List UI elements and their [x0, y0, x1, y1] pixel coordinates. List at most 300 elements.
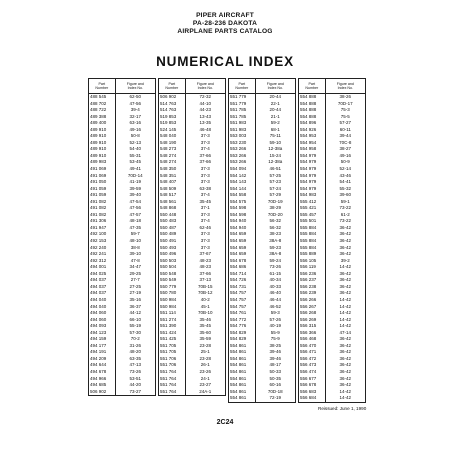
figure-index-cell: 36-42 — [339, 382, 352, 388]
part-number-cell: 554 829 — [230, 336, 247, 342]
figure-index-cell: 44-10 — [199, 100, 212, 106]
part-number-cell: 554 731 — [230, 283, 247, 289]
part-number-cell: 555 457 — [300, 211, 317, 217]
part-number-cell: 556 237 — [300, 277, 317, 283]
figure-index-cell: 39-46 — [269, 349, 282, 355]
figure-index-cell: 37-66 — [199, 159, 212, 165]
part-number-cell: 506 902 — [90, 388, 107, 394]
figure-index-cell: 37-3 — [200, 211, 210, 217]
figure-index-cell: 35-16 — [129, 296, 142, 302]
part-number-cell: 551 706 — [160, 362, 177, 368]
figure-index-cell: 37-3 — [200, 244, 210, 250]
figure-index-cell: 43-46 — [339, 172, 352, 178]
part-number-cell: 554 094 — [230, 166, 247, 172]
figure-index-cell: 46-48 — [199, 126, 212, 132]
figure-index-cell: 47-13 — [129, 362, 142, 368]
part-number-cell: 494 685 — [90, 382, 107, 388]
part-number-cell: 554 598 — [230, 205, 247, 211]
part-number-cell: 554 575 — [230, 198, 247, 204]
figure-index-cell: 56-32 — [269, 218, 282, 224]
part-number-list — [229, 94, 256, 402]
part-number-cell: 554 757 — [230, 303, 247, 309]
part-number-cell: 550 780 — [160, 290, 177, 296]
figure-index-cell: 36-42 — [339, 290, 352, 296]
figure-index-cell: 34-47 — [129, 264, 142, 270]
part-number-cell: 555 884 — [300, 238, 317, 244]
part-number-cell: 556 678 — [300, 382, 317, 388]
figure-index-cell: 52-13 — [129, 139, 142, 145]
part-number-cell: 554 659 — [230, 238, 247, 244]
figure-index-cell: 68-1 — [270, 126, 280, 132]
part-number-cell: 494 966 — [90, 375, 107, 381]
part-number-cell: 494 177 — [90, 342, 107, 348]
part-number-cell: 494 678 — [90, 368, 107, 374]
figure-index-cell: 36-42 — [339, 355, 352, 361]
figure-index-cell: 70C-8 — [339, 139, 352, 145]
figure-index-cell: 39-46 — [269, 355, 282, 361]
figure-index-cell: 40-33 — [269, 283, 282, 289]
column-header — [229, 79, 295, 94]
column-body — [89, 94, 155, 395]
part-number-cell: 489 388 — [90, 113, 107, 119]
figure-index-cell: 57-24 — [269, 185, 282, 191]
part-number-cell: 551 425 — [160, 336, 177, 342]
figure-index-cell: 35-46 — [199, 316, 212, 322]
figure-index-cell: 14-42 — [339, 264, 352, 270]
figure-index-cell: 49-16 — [129, 126, 142, 132]
figure-index-cell: 50-33 — [269, 368, 282, 374]
index-column-2 — [158, 78, 226, 396]
header-label: Part — [98, 81, 106, 86]
figure-index-cell: 37-4 — [200, 192, 210, 198]
part-number-cell: 489 983 — [90, 159, 107, 165]
part-number-cell: 554 142 — [230, 172, 247, 178]
part-number-cell: 554 926 — [300, 126, 317, 132]
part-number-cell: 556 472 — [300, 355, 317, 361]
part-number-cell: 492 100 — [90, 231, 107, 237]
part-number-cell: 551 424 — [160, 329, 177, 335]
figure-index-cell: 49-16 — [339, 152, 352, 158]
part-number-cell: 548 274 — [160, 152, 177, 158]
part-number-cell: 491 050 — [90, 179, 107, 185]
part-number-cell: 550 984 — [160, 296, 177, 302]
figure-index-cell: 37-3 — [200, 166, 210, 172]
figure-index-cell: 48-23 — [199, 264, 212, 270]
part-number-cell: 554 979 — [300, 166, 317, 172]
part-number-cell: 494 037 — [90, 277, 107, 283]
figure-index-cell: 61-2 — [340, 211, 350, 217]
part-number-cell: 550 779 — [160, 283, 177, 289]
figure-index-cell: 73-26 — [269, 264, 282, 270]
figure-index-cell: 44-20 — [129, 382, 142, 388]
figure-index-cell: 23-28 — [199, 342, 212, 348]
header-label: Figure and — [126, 81, 144, 86]
figure-index-cell: 36-42 — [339, 224, 352, 230]
part-number-cell: 554 714 — [230, 270, 247, 276]
figure-index-cell: 47-54 — [129, 198, 142, 204]
part-number-cell: 554 979 — [300, 159, 317, 165]
part-number-cell: 556 677 — [300, 375, 317, 381]
figure-index-cell: 27-7 — [130, 277, 140, 283]
figure-index-cell: 35-45 — [199, 323, 212, 329]
figure-index-cell: 36-42 — [339, 238, 352, 244]
part-number-cell: 556 266 — [300, 296, 317, 302]
figure-index-cell: 47-56 — [129, 100, 142, 106]
figure-index-cell: 59-10 — [269, 139, 282, 145]
figure-index-cell: 60-16 — [269, 382, 282, 388]
part-number-cell: 556 473 — [300, 362, 317, 368]
part-number-cell: 555 501 — [300, 218, 317, 224]
figure-index-cell: 73-26 — [129, 368, 142, 374]
figure-index-cell: 66-10 — [129, 316, 142, 322]
part-number-cell: 554 776 — [230, 323, 247, 329]
header-label: Index No. — [267, 86, 283, 90]
figure-index-cell: 59-7 — [130, 231, 140, 237]
figure-index-cell: 50-8 — [130, 133, 140, 139]
figure-index-cell: 54-41 — [339, 179, 352, 185]
part-number-cell: 554 761 — [230, 310, 247, 316]
figure-index-cell: 39-40 — [129, 192, 142, 198]
figure-index-cell: 15-24 — [269, 152, 282, 158]
part-number-list — [299, 94, 326, 402]
figure-index-cell: 72-32 — [199, 94, 212, 99]
part-number-cell: 494 037 — [90, 290, 107, 296]
header-label: Number — [305, 86, 319, 90]
figure-index-cell: 25-1 — [200, 349, 210, 355]
index-column-4 — [298, 78, 366, 403]
figure-index-cell: 63-38 — [199, 185, 212, 191]
figure-index-cell: 57-23 — [269, 179, 282, 185]
header-label: Index No. — [197, 86, 213, 90]
figure-index-cell: 55-9 — [270, 329, 280, 335]
figure-index-cell: 36-42 — [339, 283, 352, 289]
figure-index-cell: 38-8 — [130, 244, 140, 250]
part-number-cell: 554 861 — [230, 355, 247, 361]
part-number-cell: 551 706 — [160, 355, 177, 361]
figure-index-cell: 37-66 — [199, 152, 212, 158]
part-number-cell: 556 471 — [300, 349, 317, 355]
part-number-cell: 494 060 — [90, 310, 107, 316]
figure-index-cell: 57-29 — [269, 192, 282, 198]
part-number-cell: 556 366 — [300, 329, 317, 335]
figure-index-cell: 38-27 — [339, 146, 352, 152]
figure-index-cell: 40-2 — [200, 296, 210, 302]
header-company: PIPER AIRCRAFT — [196, 12, 254, 19]
header-model: PA-28-236 DAKOTA — [192, 20, 258, 27]
page-title: NUMERICAL INDEX — [156, 54, 294, 69]
column-header — [89, 79, 155, 94]
part-number-cell: 554 861 — [230, 375, 247, 381]
figure-index-cell: 22-1 — [270, 100, 280, 106]
column-body — [229, 94, 295, 402]
figure-index-cell: 36-42 — [339, 362, 352, 368]
figure-index-cell: 13-43 — [199, 113, 212, 119]
part-number-cell: 551 764 — [160, 388, 177, 394]
part-number-cell: 548 274 — [160, 159, 177, 165]
part-number-cell: 488 722 — [90, 107, 107, 113]
part-number-cell: 489 910 — [90, 146, 107, 152]
figure-index-cell: 47-35 — [129, 224, 142, 230]
part-number-cell: 548 273 — [160, 146, 177, 152]
figure-index-cell: 54-40 — [129, 146, 142, 152]
part-number-cell: 554 979 — [300, 172, 317, 178]
figure-index-cell: 14-42 — [339, 316, 352, 322]
part-number-cell: 550 448 — [160, 211, 177, 217]
figure-index-cell: 53-51 — [129, 375, 142, 381]
part-number-cell: 494 093 — [90, 323, 107, 329]
header-label: Figure and — [336, 81, 354, 86]
figure-index-cell: 57-30 — [129, 329, 142, 335]
figure-index-cell: 50-35 — [269, 375, 282, 381]
part-number-cell: 550 493 — [160, 244, 177, 250]
part-number-cell: 555 884 — [300, 231, 317, 237]
figure-index-cell: 36-42 — [339, 270, 352, 276]
part-number-header — [89, 79, 116, 93]
header-label: Number — [165, 86, 179, 90]
figure-index-cell: 36-42 — [339, 368, 352, 374]
figure-index-cell: 29-25 — [129, 270, 142, 276]
page-number: 2C24 — [216, 419, 234, 426]
part-number-cell: 556 119 — [300, 264, 316, 270]
figure-index-cell: 47-14 — [339, 329, 352, 335]
figure-index-cell: 37-67 — [199, 251, 212, 257]
figure-index-list — [326, 94, 365, 402]
figure-index-cell: 39-10 — [129, 251, 142, 257]
header-label: Part — [308, 81, 316, 86]
figure-index-cell: 70D-20 — [267, 211, 283, 217]
figure-index-cell: 56-32 — [269, 224, 282, 230]
figure-index-cell: 47-8 — [130, 257, 140, 263]
part-number-cell: 548 351 — [160, 172, 177, 178]
figure-index-cell: 57-27 — [339, 120, 352, 126]
part-number-cell: 494 191 — [90, 349, 107, 355]
figure-index-cell: 61-15 — [269, 270, 282, 276]
part-number-cell: 554 757 — [230, 290, 247, 296]
header-label: Figure and — [266, 81, 284, 86]
figure-index-cell: 39-2 — [340, 257, 350, 263]
figure-index-cell: 55-19 — [129, 323, 142, 329]
part-number-cell: 554 861 — [230, 342, 247, 348]
part-number-cell: 489 910 — [90, 139, 107, 145]
figure-index-cell: 20-44 — [269, 94, 282, 99]
part-number-cell: 548 561 — [160, 198, 177, 204]
part-number-cell: 556 474 — [300, 368, 317, 374]
figure-index-cell: 20-44 — [269, 107, 282, 113]
part-number-cell: 551 274 — [160, 316, 177, 322]
part-number-cell: 494 040 — [90, 303, 107, 309]
figure-index-cell: 13-35 — [199, 120, 212, 126]
header-label: Part — [238, 81, 246, 86]
part-number-cell: 550 984 — [160, 303, 177, 309]
figure-index-cell: 37-4 — [200, 146, 210, 152]
figure-index-cell: 44-23 — [199, 107, 212, 113]
part-number-cell: 556 236 — [300, 270, 317, 276]
part-number-cell: 489 910 — [90, 133, 107, 139]
part-number-cell: 556 315 — [300, 323, 317, 329]
figure-index-cell: 38A-8 — [269, 238, 282, 244]
figure-index-cell: 12-38a — [268, 159, 283, 165]
figure-index-cell: 21-1 — [270, 113, 280, 119]
figure-index-cell: 37-3 — [200, 231, 210, 237]
part-number-cell: 554 678 — [230, 257, 247, 263]
part-number-cell: 548 350 — [160, 166, 177, 172]
reissue-date: Reissued: June 1, 1990 — [318, 406, 367, 411]
part-number-cell: 556 269 — [300, 316, 317, 322]
part-number-cell: 554 772 — [230, 316, 247, 322]
part-number-cell: 492 153 — [90, 238, 107, 244]
catalog-header — [0, 12, 450, 36]
figure-index-cell: 48-10 — [129, 238, 142, 244]
figure-index-cell: 38-23 — [269, 231, 282, 237]
figure-index-cell: 49-41 — [129, 166, 142, 172]
part-number-cell: 554 144 — [230, 185, 247, 191]
column-header — [159, 79, 225, 94]
part-number-cell: 494 159 — [90, 336, 107, 342]
part-number-cell: 556 239 — [300, 290, 317, 296]
figure-index-cell: 39-44 — [339, 133, 352, 139]
part-number-cell: 554 954 — [300, 139, 317, 145]
figure-index-cell: 26-1 — [200, 362, 210, 368]
part-number-cell: 554 861 — [230, 382, 247, 388]
figure-index-list — [186, 94, 225, 395]
part-number-cell: 556 105 — [300, 257, 317, 263]
part-number-cell: 551 779 — [230, 94, 247, 99]
part-number-cell: 554 979 — [300, 185, 317, 191]
figure-index-cell: 59-23 — [269, 244, 282, 250]
part-number-cell: 556 683 — [300, 388, 317, 394]
part-number-cell: 489 400 — [90, 120, 107, 126]
figure-index-cell: 52-14 — [339, 166, 352, 172]
part-number-cell: 494 644 — [90, 362, 107, 368]
figure-index-cell: 14-42 — [339, 388, 352, 394]
header-label: Number — [95, 86, 109, 90]
part-number-cell: 548 868 — [160, 205, 177, 211]
part-number-cell: 550 504 — [160, 264, 177, 270]
part-number-cell: 494 025 — [90, 270, 107, 276]
column-body — [299, 94, 365, 402]
header-label: Index No. — [337, 86, 353, 90]
part-number-cell: 514 763 — [160, 107, 177, 113]
figure-index-cell: 36-42 — [339, 375, 352, 381]
part-number-cell: 489 910 — [90, 152, 107, 158]
part-number-cell: 554 861 — [230, 388, 247, 394]
part-number-cell: 554 659 — [230, 251, 247, 257]
part-number-cell: 551 983 — [230, 126, 247, 132]
figure-index-cell: 39-59 — [129, 185, 142, 191]
part-number-cell: 556 267 — [300, 303, 317, 309]
figure-index-cell: 70B-10 — [198, 310, 213, 316]
figure-index-cell: 23-27 — [199, 382, 212, 388]
part-number-cell: 554 598 — [230, 211, 247, 217]
part-number-cell: 554 726 — [230, 277, 247, 283]
part-number-cell: 550 489 — [160, 231, 177, 237]
part-number-cell: 555 884 — [300, 224, 317, 230]
part-number-cell: 554 861 — [230, 368, 247, 374]
part-number-cell: 554 659 — [230, 244, 247, 250]
part-number-cell: 551 983 — [230, 120, 247, 126]
figure-index-cell: 23-26 — [199, 368, 212, 374]
figure-index-cell: 37-66 — [199, 270, 212, 276]
part-number-cell: 550 496 — [160, 251, 177, 257]
part-number-cell: 554 940 — [230, 224, 247, 230]
part-number-cell: 554 558 — [230, 192, 247, 198]
figure-index-cell: 36-42 — [339, 251, 352, 257]
header-label: Number — [235, 86, 249, 90]
part-number-cell: 488 545 — [90, 94, 107, 99]
part-number-cell: 551 785 — [230, 107, 247, 113]
part-number-cell: 550 548 — [160, 270, 177, 276]
figure-index-cell: 75-11 — [269, 133, 281, 139]
figure-index-cell: 36-42 — [339, 244, 352, 250]
header-catalog: AIRPLANE PARTS CATALOG — [177, 28, 273, 35]
part-number-cell: 514 763 — [160, 100, 177, 106]
figure-index-cell: 37-3 — [200, 179, 210, 185]
figure-index-cell: 39-60 — [339, 192, 352, 198]
figure-index-cell: 75-9 — [270, 336, 280, 342]
figure-index-cell: 70-2 — [130, 336, 140, 342]
figure-index-cell: 46-44 — [269, 296, 282, 302]
figure-index-cell: 73-22 — [339, 218, 352, 224]
figure-index-cell: 14-42 — [339, 303, 352, 309]
figure-index-cell: 36-42 — [339, 342, 352, 348]
figure-index-cell: 62-46 — [199, 224, 212, 230]
figure-index-cell: 70D-18 — [267, 388, 283, 394]
header-label: Index No. — [127, 86, 143, 90]
figure-index-cell: 27-19 — [129, 290, 142, 296]
figure-index-cell: 37-3 — [200, 139, 210, 145]
index-column-3 — [228, 78, 296, 403]
figure-index-header — [256, 79, 295, 93]
figure-index-cell: 72-19 — [269, 395, 282, 401]
part-number-cell: 548 040 — [160, 133, 177, 139]
figure-index-cell: 63-35 — [129, 355, 142, 361]
figure-index-cell: 46-51 — [269, 166, 282, 172]
figure-index-cell: 12-38a — [268, 146, 283, 152]
figure-index-cell: 70B-12 — [198, 290, 213, 296]
part-number-header — [229, 79, 256, 93]
part-number-cell: 491 306 — [90, 218, 107, 224]
part-number-cell: 554 888 — [300, 100, 317, 106]
part-number-cell: 494 060 — [90, 316, 107, 322]
part-number-cell: 554 888 — [300, 94, 317, 99]
part-number-cell: 491 059 — [90, 192, 107, 198]
figure-index-cell: 36-42 — [339, 277, 352, 283]
figure-index-cell: 60-11 — [339, 126, 351, 132]
part-number-cell: 491 082 — [90, 198, 107, 204]
part-number-cell: 548 517 — [160, 192, 177, 198]
part-number-cell: 492 241 — [90, 251, 107, 257]
part-number-cell: 491 069 — [90, 166, 107, 172]
figure-index-cell: 37-3 — [200, 238, 210, 244]
part-number-cell: 551 779 — [230, 100, 247, 106]
header-label: Part — [168, 81, 176, 86]
part-number-cell: 554 757 — [230, 296, 247, 302]
figure-index-cell: 24A-1 — [199, 388, 212, 394]
part-number-cell: 551 785 — [230, 113, 247, 119]
figure-index-cell: 59-24 — [269, 257, 282, 263]
figure-index-cell: 37-13 — [199, 277, 212, 283]
figure-index-cell: 55-32 — [339, 185, 352, 191]
figure-index-cell: 55-31 — [129, 152, 142, 158]
figure-index-cell: 14-42 — [339, 395, 352, 401]
part-number-cell: 524 145 — [160, 126, 177, 132]
figure-index-cell: 38-29 — [269, 205, 282, 211]
figure-index-cell: 44-12 — [129, 310, 142, 316]
part-number-cell: 553 230 — [230, 139, 247, 145]
figure-index-cell: 47-57 — [129, 211, 142, 217]
part-number-cell: 494 123 — [90, 329, 107, 335]
part-number-cell: 551 390 — [160, 323, 177, 329]
